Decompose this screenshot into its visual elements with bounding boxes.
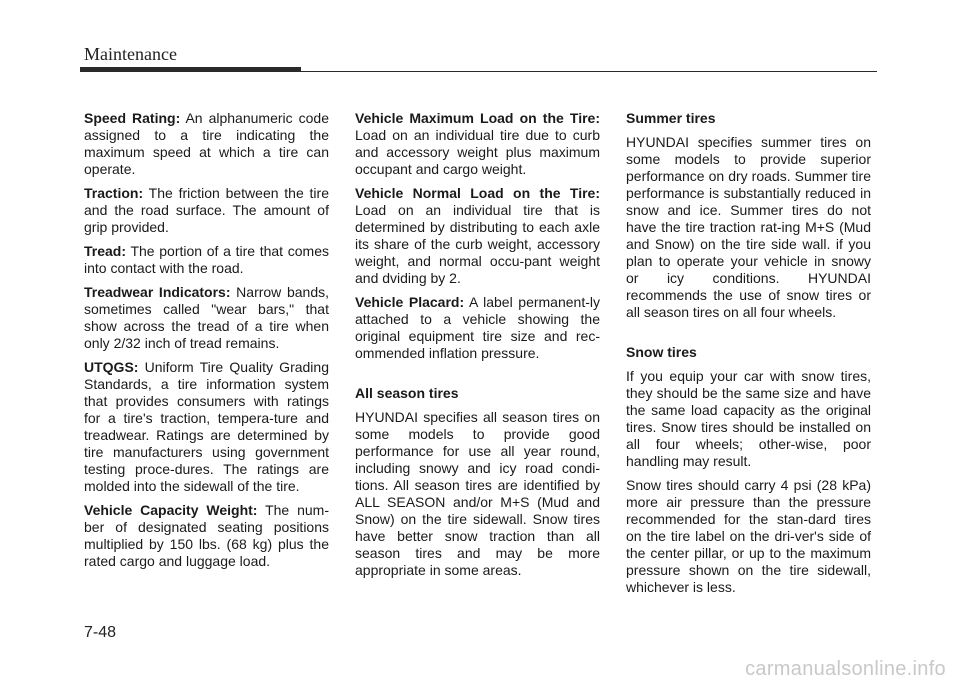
definition-traction: [84, 185, 329, 236]
page-number: 7-48: [84, 624, 117, 641]
definition-text: Narrow bands, sometimes called "wear bars," that show across the tread of a tire when only 2/32 inch of tread remains.: [84, 284, 329, 351]
definition-treadwear-indicators: [84, 284, 329, 352]
definition-tread: [84, 243, 329, 277]
paragraph-all-season: HYUNDAI specifies all season tires on some models to provide good performance for use all year round, including snowy and icy road condi-tions. All season tires are identified by ALL SEASON and/or M+S (Mud and Snow) on the tire sidewall. Snow tires have better snow traction than all season tires and may be more appropriate in some areas.: [355, 409, 600, 578]
definition-text: A label permanent-ly attached to a vehicle showing the original equipment tire size and rec-ommended inflation pressure.: [355, 294, 600, 361]
definition-term: Vehicle Placard:: [355, 294, 465, 310]
definition-term: Treadwear Indicators:: [84, 284, 231, 300]
definition-vehicle-max-load: [355, 110, 600, 178]
definition-utqgs: [84, 359, 329, 495]
column-1: [84, 110, 329, 577]
definition-text: Load on an individual tire that is determined by distributing to each axle its share of the curb weight, accessory weight, and normal occu-pant weight and dviding by 2.: [355, 202, 600, 286]
paragraph-snow-2: Snow tires should carry 4 psi (28 kPa) more air pressure than the pressure recommended for the stan-dard tires on the tire label on the dri-ver's side of the center pillar, or up to the maximum pressure shown on the tire sidewall, whichever is less.: [626, 477, 871, 595]
paragraph-snow-1: If you equip your car with snow tires, they should be the same size and have the same load capacity as the original tires. Snow tires should be installed on all four wheels; other-wise, poor handling may result.: [626, 368, 871, 469]
definition-text: The num-ber of designated seating positions multiplied by 150 lbs. (68 kg) plus the rated cargo and luggage load.: [84, 502, 329, 569]
definition-vehicle-normal-load: [355, 185, 600, 287]
header-rule-thick: [80, 67, 301, 72]
definition-vehicle-capacity-weight: [84, 502, 329, 570]
section-title: Maintenance: [84, 44, 177, 64]
definition-text: Load on an individual tire due to curb and accessory weight plus maximum occupant and cargo weight.: [355, 127, 600, 177]
definition-text: Uniform Tire Quality Grading Standards, a tire information system that provides consumers with ratings for a tire's traction, tempera-ture and treadwear. Ratings are determined by tire manufacturers using government testing proce-dures. The ratings are molded into the sidewall of the tire.: [84, 359, 329, 494]
definition-term: Speed Rating:: [84, 110, 181, 126]
section-gap: [355, 369, 600, 385]
paragraph-summer: HYUNDAI specifies summer tires on some models to provide superior performance on dry roads. Summer tire performance is substantially reduced in snow and ice. Summer tires do not have the tire traction rat-ing M+S (Mud and Snow) on the tire side wall. if you plan to operate your vehicle in snowy or icy conditions. HYUNDAI recommends the use of snow tires or all season tires on all four wheels.: [626, 134, 871, 320]
definition-term: Vehicle Normal Load on the Tire:: [355, 185, 600, 201]
header-rule-thin: [301, 71, 877, 72]
definition-term: Traction:: [84, 185, 144, 201]
heading-all-season-tires: All season tires: [355, 385, 459, 401]
column-2: [355, 110, 600, 586]
definition-text: The friction between the tire and the road surface. The amount of grip provided.: [84, 185, 329, 235]
watermark-text: carmanualsonline.info: [745, 658, 946, 680]
definition-term: Vehicle Maximum Load on the Tire:: [355, 110, 600, 126]
definition-text: The portion of a tire that comes into contact with the road.: [84, 243, 329, 276]
definition-speed-rating: [84, 110, 329, 178]
definition-vehicle-placard: [355, 294, 600, 362]
definition-term: Tread:: [84, 243, 127, 259]
definition-term: Vehicle Capacity Weight:: [84, 502, 258, 518]
section-gap: [626, 328, 871, 344]
heading-summer-tires: Summer tires: [626, 110, 716, 126]
definition-text: An alphanumeric code assigned to a tire indicating the maximum speed at which a tire can operate.: [84, 110, 329, 177]
column-3: [626, 110, 871, 603]
heading-snow-tires: Snow tires: [626, 344, 697, 360]
definition-term: UTQGS:: [84, 359, 139, 375]
